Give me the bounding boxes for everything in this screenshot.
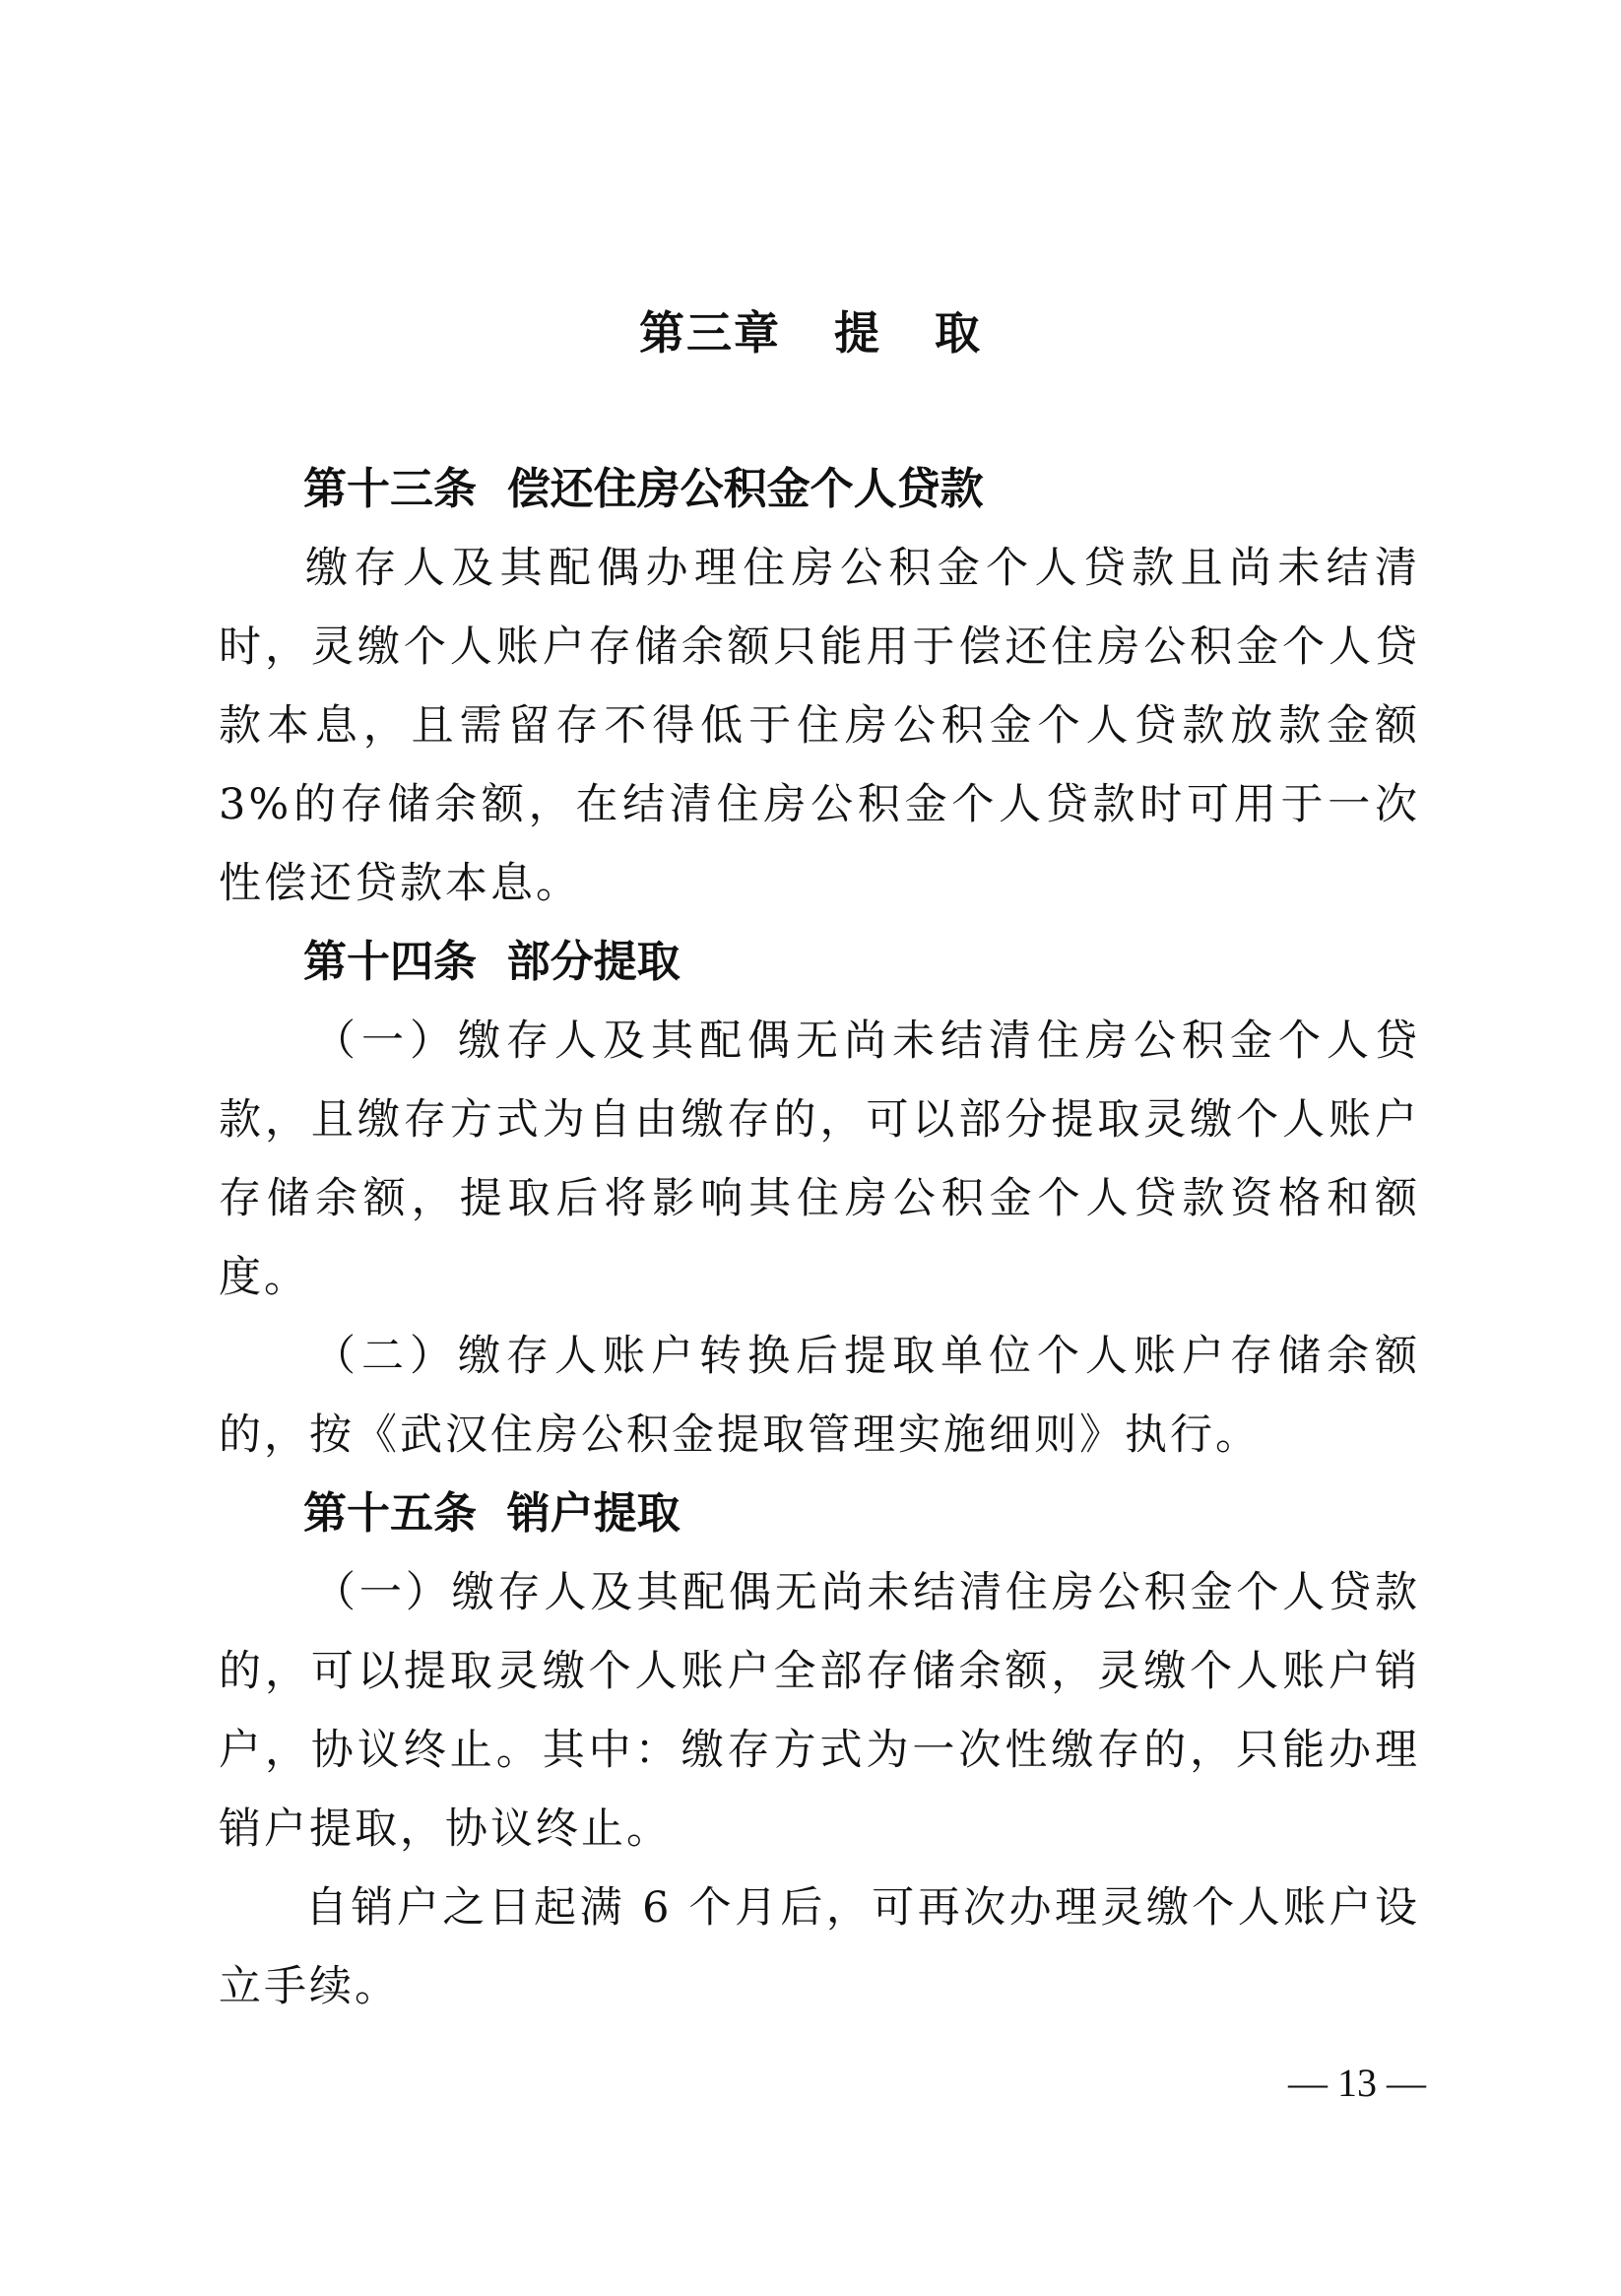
article-13-heading: 第十三条 偿还住房公积金个人贷款 xyxy=(303,464,984,514)
article-13 xyxy=(219,450,1420,923)
article-15-paragraph-2: 自销户之日起满 6 个月后，可再次办理灵缴个人账户设立手续。 xyxy=(219,1883,1420,2011)
article-14-heading: 第十四条 部分提取 xyxy=(303,937,681,987)
article-14 xyxy=(219,923,1420,1475)
chapter-title: 第三章 提 取 xyxy=(638,306,983,360)
article-13-paragraph-1: 缴存人及其配偶办理住房公积金个人贷款且尚未结清时，灵缴个人账户存储余额只能用于偿还住房公积金个人贷款本息，且需留存不得低于住房公积金个人贷款放款金额 3%的存储余额，在结清住房公积金个人贷款时可用于一次性偿还贷款本息。 xyxy=(219,544,1420,908)
article-15-paragraph-1: （一）缴存人及其配偶无尚未结清住房公积金个人贷款的，可以提取灵缴个人账户全部存储余额，灵缴个人账户销户，协议终止。其中：缴存方式为一次性缴存的，只能办理销户提取，协议终止。 xyxy=(219,1568,1420,1854)
article-list xyxy=(219,450,1420,2026)
article-14-paragraph-1: （一）缴存人及其配偶无尚未结清住房公积金个人贷款，且缴存方式为自由缴存的，可以部分提取灵缴个人账户存储余额，提取后将影响其住房公积金个人贷款资格和额度。 xyxy=(219,1017,1420,1302)
article-14-paragraph-2: （二）缴存人账户转换后提取单位个人账户存储余额的，按《武汉住房公积金提取管理实施细则》执行。 xyxy=(219,1332,1420,1460)
article-15 xyxy=(219,1475,1420,2026)
page-number: — 13 — xyxy=(1288,2061,1426,2105)
article-15-heading: 第十五条 销户提取 xyxy=(303,1488,681,1539)
